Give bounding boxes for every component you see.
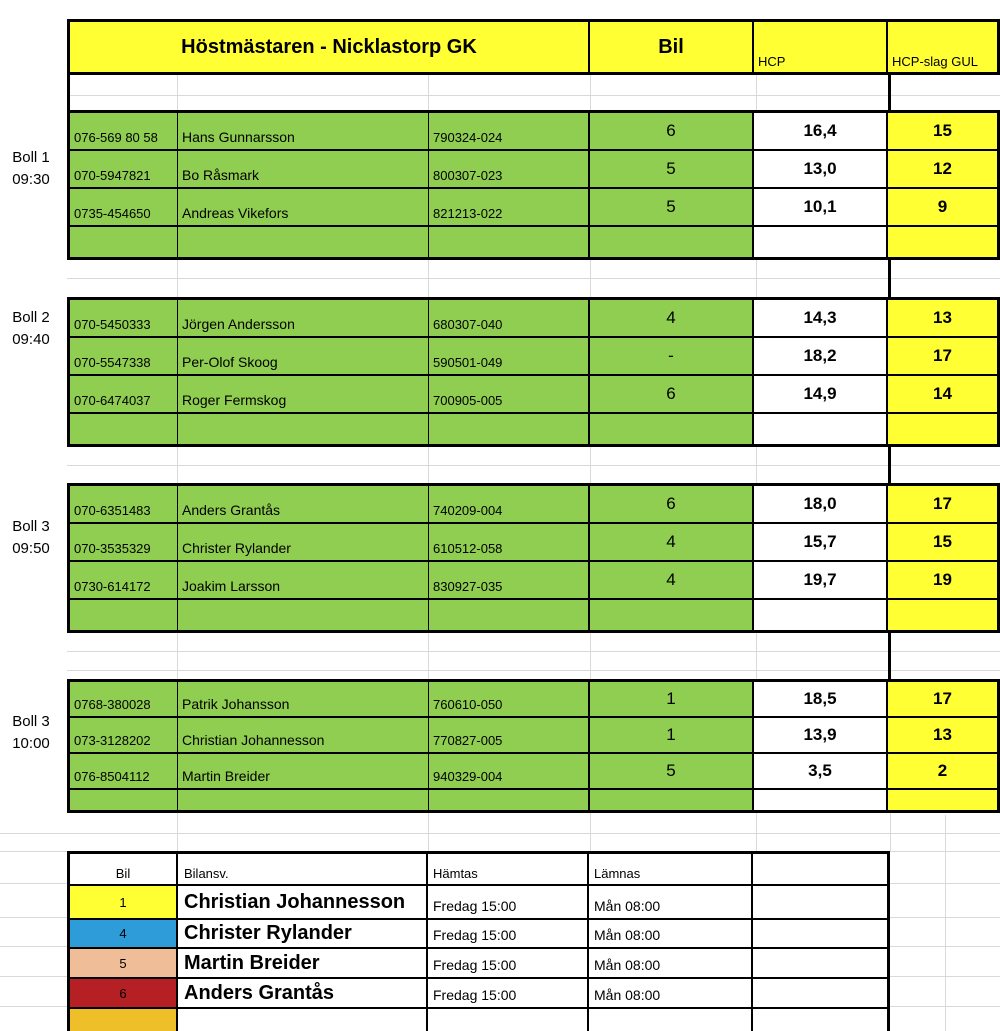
group-label-line2: 10:00 (12, 735, 50, 752)
car-pickup-cell[interactable]: Fredag 15:00 (428, 886, 589, 918)
hcp-slag-cell[interactable] (888, 414, 997, 444)
bil-cell[interactable]: 4 (590, 562, 754, 598)
group-table-1 (67, 110, 1000, 260)
car-table-header (70, 854, 887, 886)
name-cell[interactable]: Christian Johannesson (178, 718, 429, 752)
group-label-line1: Boll 1 (12, 149, 50, 166)
hcp-cell[interactable] (754, 600, 888, 630)
car-extra-cell[interactable] (753, 1009, 887, 1031)
car-col-bilansv[interactable]: Bilansv. (178, 854, 428, 884)
car-return-cell[interactable] (589, 1009, 753, 1031)
hcp-cell[interactable]: 18,0 (754, 486, 888, 522)
gridline (590, 447, 591, 483)
bil-cell[interactable]: 4 (590, 300, 754, 336)
bil-cell[interactable]: - (590, 338, 754, 374)
player-row (70, 151, 997, 189)
gridline (177, 633, 178, 679)
gridline (590, 633, 591, 679)
car-owner-cell[interactable]: Christer Rylander (178, 920, 428, 947)
hcp-cell[interactable]: 19,7 (754, 562, 888, 598)
golf-id-cell[interactable]: 590501-049 (429, 338, 590, 374)
group-label-line2: 09:30 (12, 171, 50, 188)
car-col-bil[interactable]: Bil (70, 854, 178, 884)
gridline (67, 670, 1000, 671)
player-row (70, 338, 997, 376)
hcp-slag-cell[interactable]: 13 (888, 300, 997, 336)
gridline (756, 633, 757, 679)
empty-player-row (70, 600, 997, 630)
player-row (70, 718, 997, 754)
car-row (70, 920, 887, 949)
phone-cell[interactable] (70, 600, 178, 630)
gridline (428, 260, 429, 297)
phone-cell[interactable]: 070-5947821 (70, 151, 178, 187)
gridline (0, 833, 1000, 834)
name-cell[interactable]: Anders Grantås (178, 486, 429, 522)
gridline (590, 260, 591, 297)
hcp-cell[interactable]: 15,7 (754, 524, 888, 560)
column-header-hcp-slag[interactable]: HCP-slag GUL (892, 54, 978, 69)
phone-cell[interactable]: 070-5547338 (70, 338, 178, 374)
hcp-slag-cell[interactable]: 17 (888, 486, 997, 522)
empty-player-row (70, 414, 997, 444)
gridline (177, 447, 178, 483)
gridline (945, 815, 946, 1031)
group-table-3 (67, 483, 1000, 633)
golf-id-cell[interactable]: 821213-022 (429, 189, 590, 225)
column-header-bil[interactable]: Bil (590, 22, 754, 72)
golf-id-cell[interactable] (429, 414, 590, 444)
hcp-slag-cell[interactable]: 15 (888, 524, 997, 560)
player-row (70, 486, 997, 524)
car-pickup-cell[interactable]: Fredag 15:00 (428, 920, 589, 947)
car-number-cell[interactable]: 1 (70, 886, 178, 918)
name-cell[interactable]: Per-Olof Skoog (178, 338, 429, 374)
phone-cell[interactable]: 070-3535329 (70, 524, 178, 560)
hcp-slag-cell[interactable]: 19 (888, 562, 997, 598)
name-cell[interactable]: Jörgen Andersson (178, 300, 429, 336)
hcp-slag-cell[interactable] (888, 600, 997, 630)
gridline (590, 813, 591, 851)
car-pickup-cell[interactable] (428, 1009, 589, 1031)
name-cell[interactable]: Martin Breider (178, 754, 429, 788)
bil-cell[interactable] (590, 600, 754, 630)
group-label-line1: Boll 3 (12, 518, 50, 535)
hcp-cell[interactable]: 13,9 (754, 718, 888, 752)
car-col-hamtas[interactable]: Hämtas (428, 854, 589, 884)
group-label-2[interactable] (0, 307, 62, 351)
bil-cell[interactable]: 5 (590, 189, 754, 225)
phone-cell[interactable]: 070-5450333 (70, 300, 178, 336)
player-row (70, 682, 997, 718)
golf-id-cell[interactable] (429, 227, 590, 257)
car-pickup-cell[interactable]: Fredag 15:00 (428, 949, 589, 977)
car-return-cell[interactable]: Mån 08:00 (589, 886, 753, 918)
car-number-cell[interactable]: 6 (70, 979, 178, 1007)
gridline (0, 883, 67, 884)
bil-cell[interactable]: 5 (590, 151, 754, 187)
car-table (67, 851, 890, 1031)
car-number-cell[interactable]: 4 (70, 920, 178, 947)
player-row (70, 376, 997, 414)
bil-cell[interactable] (590, 227, 754, 257)
hcp-slag-cell[interactable] (888, 227, 997, 257)
car-extra-cell[interactable] (753, 949, 887, 977)
gridline (428, 633, 429, 679)
player-row (70, 524, 997, 562)
group-label-line2: 09:50 (12, 540, 50, 557)
phone-cell[interactable]: 0768-380028 (70, 682, 178, 716)
car-return-cell[interactable]: Mån 08:00 (589, 920, 753, 947)
golf-id-cell[interactable] (429, 600, 590, 630)
bil-cell[interactable]: 4 (590, 524, 754, 560)
group-label-3[interactable] (0, 516, 62, 560)
gridline (0, 946, 67, 947)
header-row (67, 19, 1000, 75)
hcp-slag-cell[interactable]: 13 (888, 718, 997, 752)
hcp-cell[interactable]: 18,2 (754, 338, 888, 374)
car-row (70, 949, 887, 979)
group-label-line1: Boll 3 (12, 713, 50, 730)
car-extra-cell[interactable] (753, 920, 887, 947)
name-cell[interactable]: Hans Gunnarsson (178, 113, 429, 149)
golf-id-cell[interactable]: 830927-035 (429, 562, 590, 598)
name-cell[interactable] (178, 790, 429, 810)
hcp-cell[interactable]: 16,4 (754, 113, 888, 149)
car-col-lamnas[interactable]: Lämnas (589, 854, 753, 884)
column-header-hcp[interactable]: HCP (754, 22, 888, 72)
car-row (70, 886, 887, 920)
hcp-slag-cell[interactable]: 14 (888, 376, 997, 412)
golf-id-cell[interactable]: 760610-050 (429, 682, 590, 716)
phone-cell[interactable]: 073-3128202 (70, 718, 178, 752)
bil-cell[interactable] (590, 790, 754, 810)
group-table-4 (67, 679, 1000, 813)
car-owner-cell[interactable]: Martin Breider (178, 949, 428, 977)
gridline (67, 465, 1000, 466)
bil-cell[interactable]: 6 (590, 376, 754, 412)
golf-id-cell[interactable]: 700905-005 (429, 376, 590, 412)
car-return-cell[interactable]: Mån 08:00 (589, 949, 753, 977)
hcp-cell[interactable] (754, 414, 888, 444)
phone-cell[interactable] (70, 414, 178, 444)
hcp-cell[interactable]: 18,5 (754, 682, 888, 716)
gridline (756, 447, 757, 483)
golf-id-cell[interactable]: 680307-040 (429, 300, 590, 336)
gridline (890, 813, 891, 851)
bil-cell[interactable]: 5 (590, 754, 754, 788)
bil-cell[interactable]: 1 (590, 682, 754, 716)
golf-id-cell[interactable]: 790324-024 (429, 113, 590, 149)
gridline (0, 851, 67, 852)
player-row (70, 300, 997, 338)
car-col-extra[interactable] (753, 854, 887, 884)
car-return-cell[interactable]: Mån 08:00 (589, 979, 753, 1007)
name-cell[interactable]: Roger Fermskog (178, 376, 429, 412)
empty-band (67, 75, 890, 110)
name-cell[interactable] (178, 600, 429, 630)
hcp-slag-cell[interactable]: 15 (888, 113, 997, 149)
bil-cell[interactable]: 6 (590, 113, 754, 149)
phone-cell[interactable]: 0730-614172 (70, 562, 178, 598)
group-label-line1: Boll 2 (12, 309, 50, 326)
gridline (0, 976, 67, 977)
name-cell[interactable]: Patrik Johansson (178, 682, 429, 716)
group-table-2 (67, 297, 1000, 447)
car-number-cell[interactable] (70, 1009, 178, 1031)
phone-cell[interactable]: 070-6474037 (70, 376, 178, 412)
player-row (70, 189, 997, 227)
bil-cell[interactable]: 1 (590, 718, 754, 752)
car-extra-cell[interactable] (753, 979, 887, 1007)
car-pickup-cell[interactable]: Fredag 15:00 (428, 979, 589, 1007)
golf-id-cell[interactable]: 740209-004 (429, 486, 590, 522)
car-extra-cell[interactable] (753, 886, 887, 918)
hcp-cell[interactable]: 13,0 (754, 151, 888, 187)
hcp-slag-cell[interactable]: 17 (888, 682, 997, 716)
hcp-slag-cell[interactable]: 12 (888, 151, 997, 187)
phone-cell[interactable]: 076-8504112 (70, 754, 178, 788)
name-cell[interactable]: Christer Rylander (178, 524, 429, 560)
gridline (0, 1006, 67, 1007)
player-row (70, 754, 997, 790)
car-owner-cell[interactable]: Christian Johannesson (178, 886, 428, 918)
gridline (177, 260, 178, 297)
name-cell[interactable]: Joakim Larsson (178, 562, 429, 598)
golf-id-cell[interactable] (429, 790, 590, 810)
name-cell[interactable]: Andreas Vikefors (178, 189, 429, 225)
empty-player-row (70, 790, 997, 810)
sheet-title-cell[interactable]: Höstmästaren - Nicklastorp GK (70, 22, 590, 72)
player-row (70, 562, 997, 600)
golf-id-cell[interactable]: 610512-058 (429, 524, 590, 560)
bil-cell[interactable]: 6 (590, 486, 754, 522)
gridline (428, 447, 429, 483)
gridline (0, 917, 67, 918)
hcp-cell[interactable]: 10,1 (754, 189, 888, 225)
hcp-cell[interactable]: 3,5 (754, 754, 888, 788)
gridline (67, 651, 1000, 652)
bil-cell[interactable] (590, 414, 754, 444)
hcp-slag-cell[interactable] (888, 790, 997, 810)
group-label-4[interactable] (0, 711, 62, 755)
golf-id-cell[interactable]: 770827-005 (429, 718, 590, 752)
car-owner-cell[interactable]: Anders Grantås (178, 979, 428, 1007)
hcp-cell[interactable] (754, 790, 888, 810)
name-cell[interactable] (178, 414, 429, 444)
hcp-cell[interactable]: 14,3 (754, 300, 888, 336)
car-empty-row (70, 1009, 887, 1031)
empty-player-row (70, 227, 997, 257)
group-label-line2: 09:40 (12, 331, 50, 348)
phone-cell[interactable] (70, 790, 178, 810)
golf-id-cell[interactable]: 800307-023 (429, 151, 590, 187)
hcp-slag-cell[interactable]: 9 (888, 189, 997, 225)
name-cell[interactable]: Bo Råsmark (178, 151, 429, 187)
hcp-cell[interactable]: 14,9 (754, 376, 888, 412)
car-row (70, 979, 887, 1009)
gridline (756, 260, 757, 297)
gridline (67, 278, 1000, 279)
group-label-1[interactable] (0, 147, 62, 191)
player-row (70, 113, 997, 151)
phone-cell[interactable]: 0735-454650 (70, 189, 178, 225)
phone-cell[interactable] (70, 227, 178, 257)
golf-id-cell[interactable]: 940329-004 (429, 754, 590, 788)
gridline (756, 813, 757, 851)
car-owner-cell[interactable] (178, 1009, 428, 1031)
hcp-slag-cell[interactable]: 2 (888, 754, 997, 788)
phone-cell[interactable]: 076-569 80 58 (70, 113, 178, 149)
gridline (177, 813, 178, 851)
hcp-slag-cell[interactable]: 17 (888, 338, 997, 374)
car-number-cell[interactable]: 5 (70, 949, 178, 977)
hcp-cell[interactable] (754, 227, 888, 257)
gridline (428, 813, 429, 851)
name-cell[interactable] (178, 227, 429, 257)
phone-cell[interactable]: 070-6351483 (70, 486, 178, 522)
